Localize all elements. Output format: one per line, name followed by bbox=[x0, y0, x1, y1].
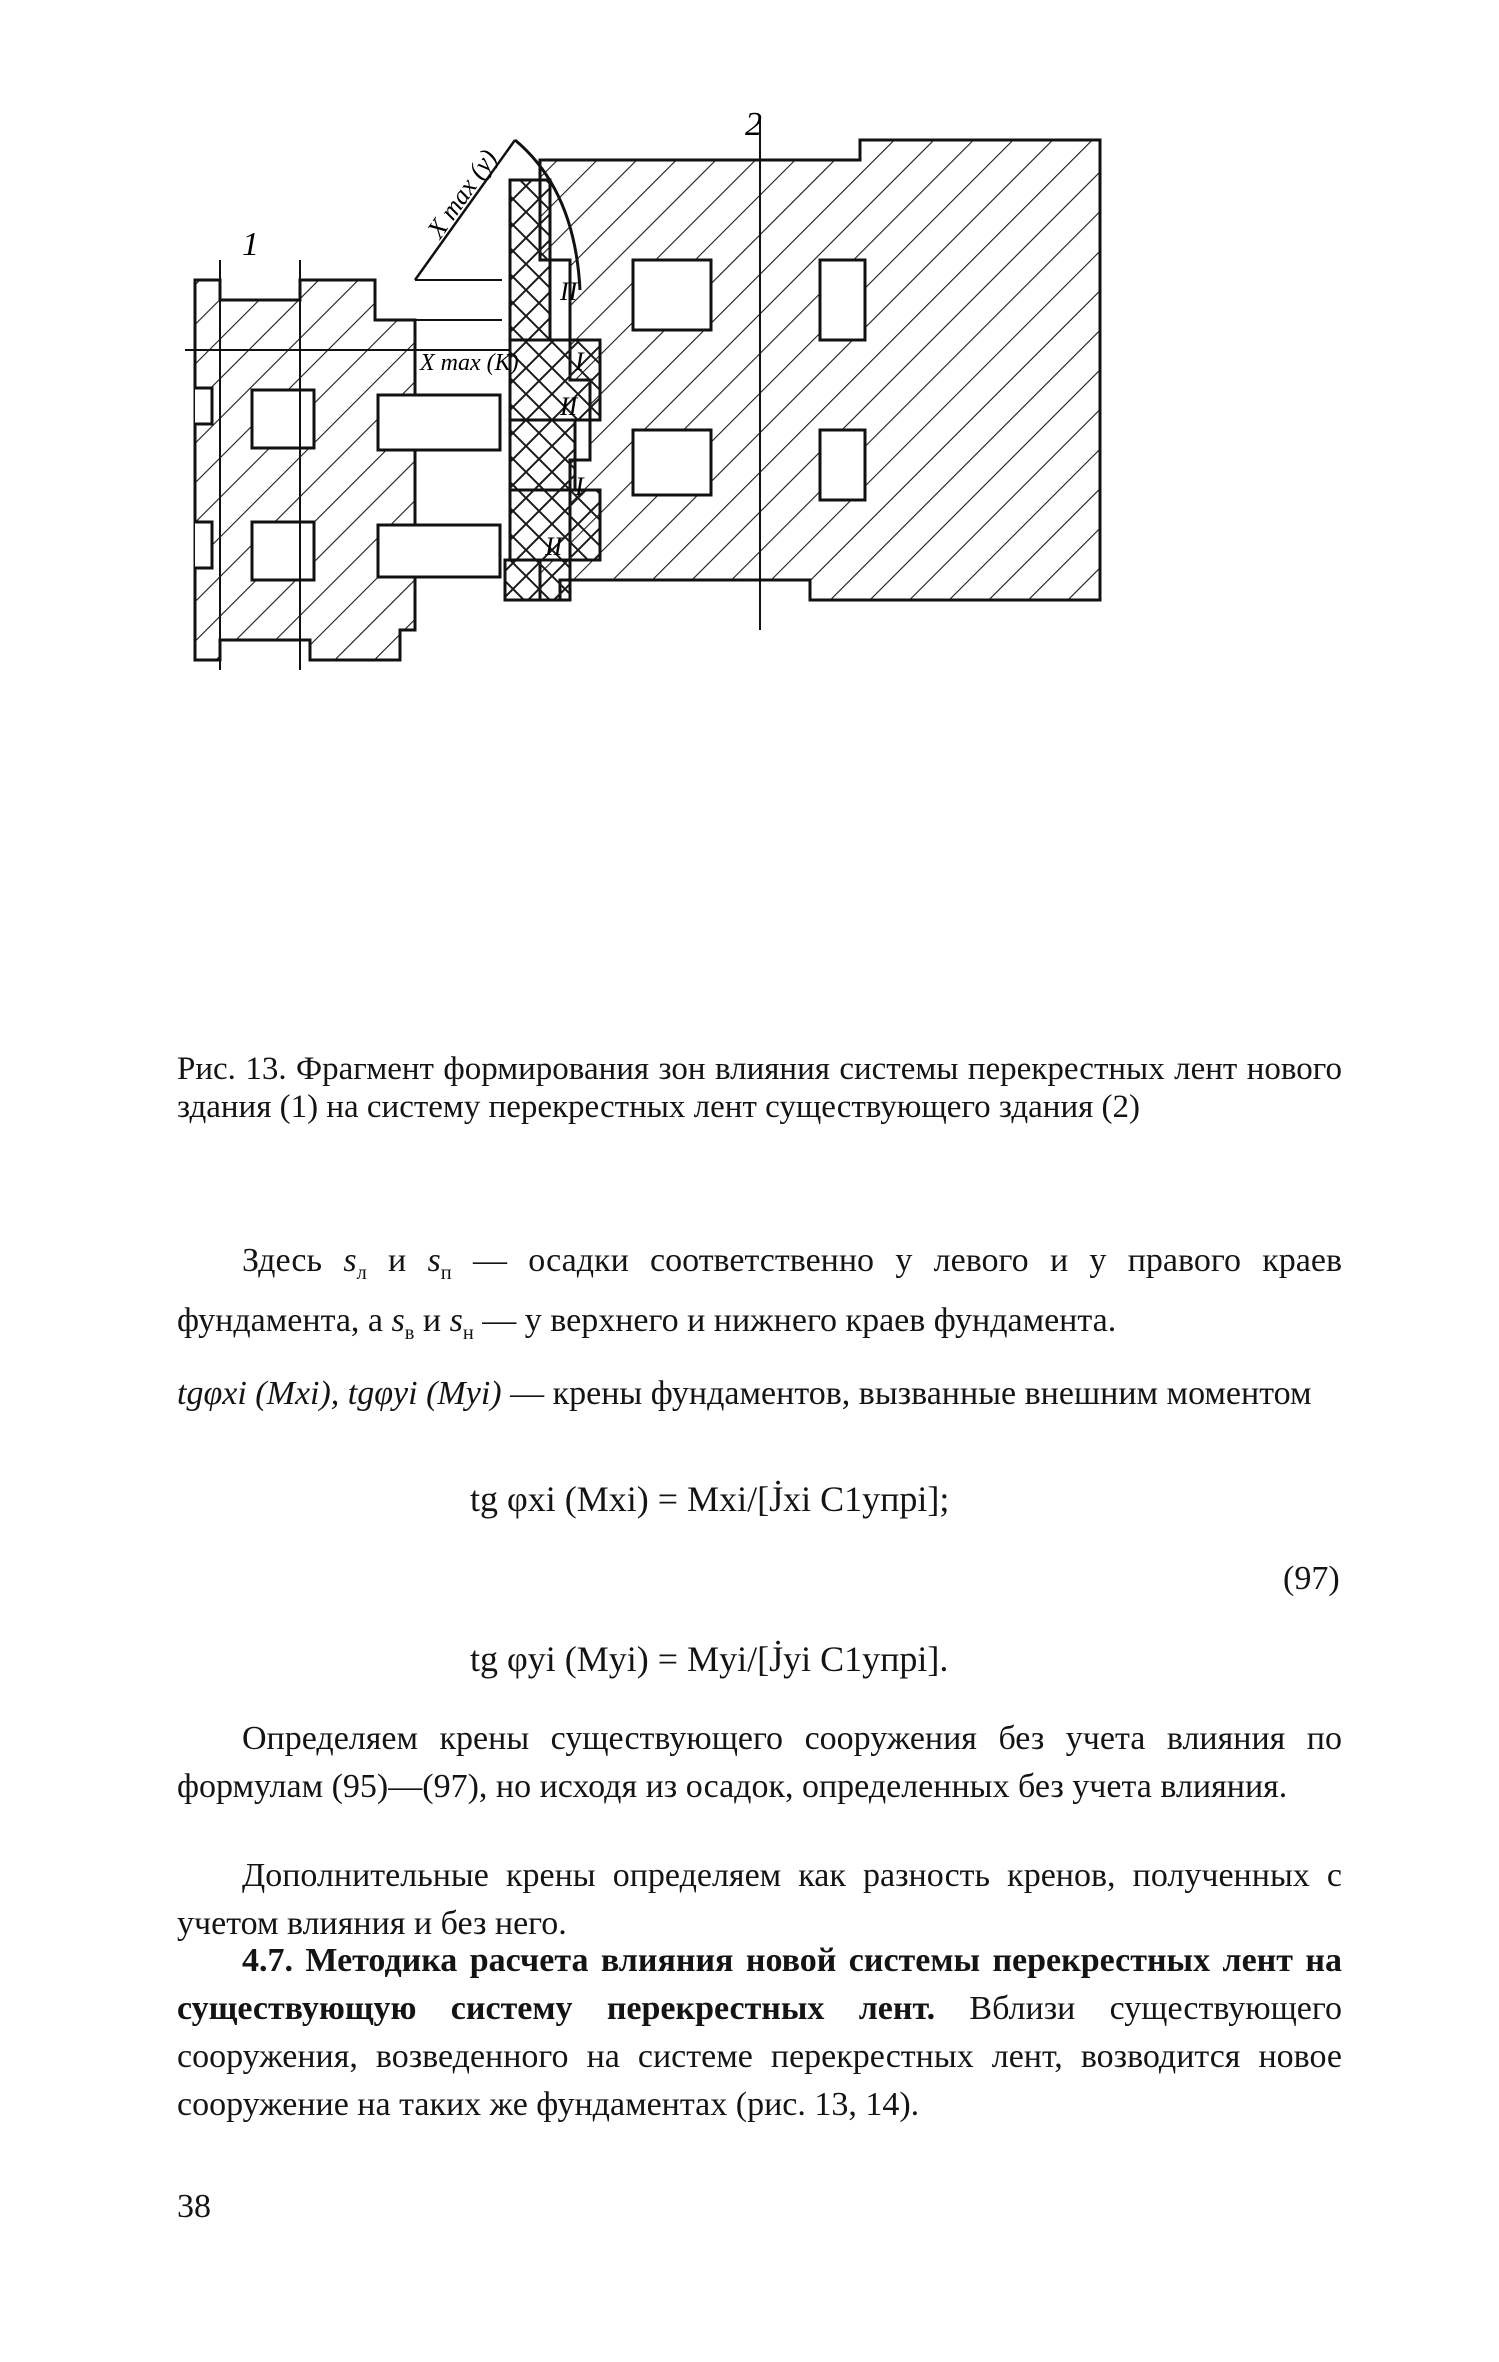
figure-13 bbox=[240, 106, 1300, 1030]
paragraph-tilts: tgφxi (Mxi), tgφyi (Myi) — крены фундаментов, вызванные внешним моментом bbox=[177, 1375, 1312, 1412]
section-heading: 4.7. Методика расчета влияния новой системы перекрестных лент на существующую систему перекрестных лент. bbox=[177, 1942, 1342, 2027]
label-xmax-y: X max (y) bbox=[421, 144, 503, 244]
paragraph-settlements: Здесь $s_л$ и $s_п$ — осадки соответственно у левого и у правого краев фундамента, а $s_в$ и $s_н$ — у верхнего и нижнего краев фундамента. bbox=[177, 1242, 1342, 1344]
label-zone-II-mid: II bbox=[560, 392, 578, 421]
label-building-1: 1 bbox=[242, 226, 259, 263]
label-zone-II-top: II bbox=[560, 277, 578, 306]
paragraph-section-4-7: 4.7. Методика расчета влияния новой системы перекрестных лент на существующую систему перекрестных лент. Вблизи существующего сооружения, возведенного на системе перекрестных лент, возводится новое сооружение на таких же фундаментах (рис. 13, 14). bbox=[177, 1942, 1342, 2123]
building-2 bbox=[540, 140, 1100, 600]
equation-x: tg φxi (Mxi) = Mxi/[J̇xi C1упрi]; bbox=[470, 1479, 950, 1519]
paragraph-determine-tilts: Определяем крены существующего сооружения без учета влияния по формулам (95)—(97), но исходя из осадок, определенных без учета влияния. bbox=[177, 1720, 1342, 1805]
page-number: 38 bbox=[177, 2188, 211, 2225]
tilt-expression: tgφxi (Mxi), tgφyi (Myi) bbox=[177, 1375, 502, 1412]
label-zone-I-bottom: I bbox=[575, 472, 584, 501]
figure-caption: Рис. 13. Фрагмент формирования зон влияния системы перекрестных лент нового здания (1) на систему перекрестных лент существующего здания (2) bbox=[177, 1051, 1342, 1125]
label-zone-II-bottom: II bbox=[545, 532, 563, 561]
label-xmax-k: X max (K) bbox=[420, 350, 519, 376]
equation-y: tg φyi (Myi) = Myi/[J̇yi C1упрi]. bbox=[470, 1639, 949, 1679]
label-building-2: 2 bbox=[745, 106, 762, 143]
foundation-diagram bbox=[240, 106, 1300, 1030]
label-zone-I-top: I bbox=[575, 347, 584, 376]
equation-number: (97) bbox=[1283, 1560, 1340, 1597]
paragraph-additional-tilts: Дополнительные крены определяем как разность кренов, полученных с учетом влияния и без него. bbox=[177, 1857, 1342, 1942]
building-1 bbox=[195, 280, 415, 660]
